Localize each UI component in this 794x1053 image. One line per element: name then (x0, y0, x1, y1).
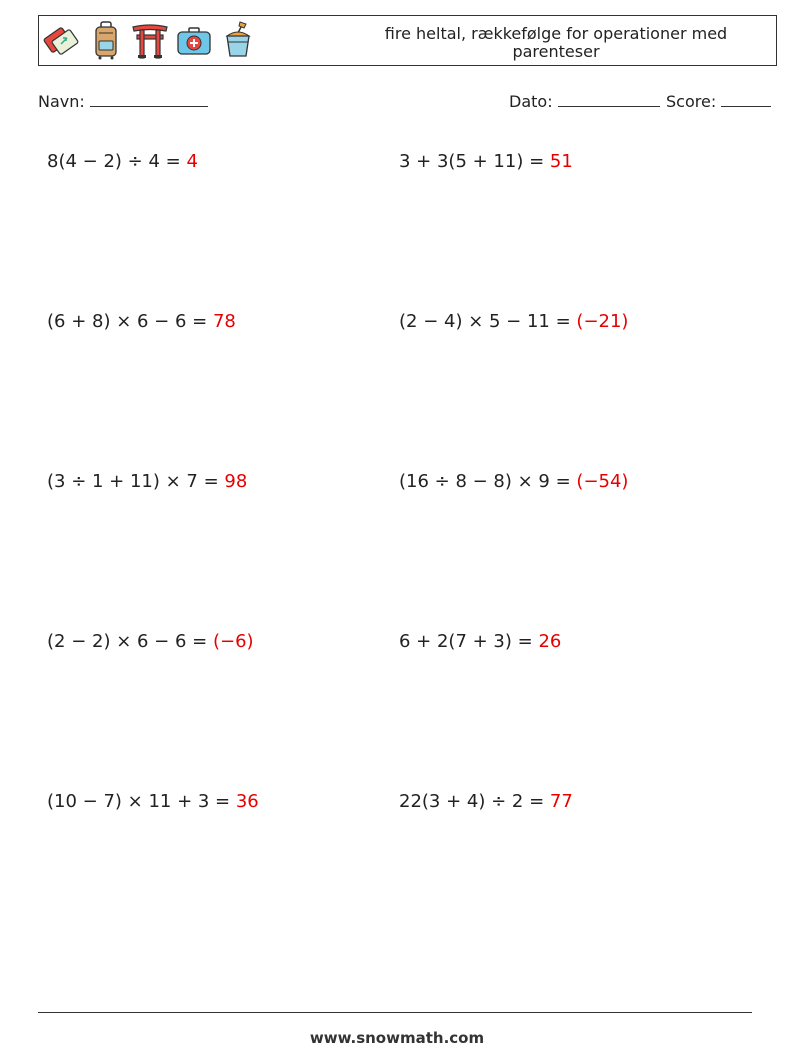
problem-10 (399, 791, 573, 812)
problem-expression: (16 ÷ 8 − 8) × 9 = (399, 471, 577, 492)
problem-answer: (−21) (576, 311, 629, 332)
problem-6 (399, 471, 628, 492)
problem-answer: (−6) (212, 631, 254, 652)
problem-answer: (−54) (576, 471, 629, 492)
problem-answer: 51 (549, 151, 573, 172)
score-blank-line (721, 92, 771, 107)
footer-divider (38, 1012, 752, 1013)
problem-2 (399, 151, 573, 172)
sand-bucket-icon (219, 20, 257, 60)
problem-answer: 98 (224, 471, 248, 492)
problem-answer: 78 (212, 311, 236, 332)
name-label: Navn: (38, 92, 85, 111)
icon-row (43, 20, 257, 60)
problem-expression: (2 − 2) × 6 − 6 = (47, 631, 213, 652)
problem-3 (47, 311, 236, 332)
problem-answer: 26 (538, 631, 562, 652)
date-label: Dato: (509, 92, 553, 111)
problem-expression: (10 − 7) × 11 + 3 = (47, 791, 236, 812)
suitcase-icon (87, 20, 125, 60)
problem-8 (399, 631, 561, 652)
problem-expression: (6 + 8) × 6 − 6 = (47, 311, 213, 332)
problem-9 (47, 791, 259, 812)
problem-7 (47, 631, 254, 652)
footer-url: www.snowmath.com (309, 1029, 485, 1047)
problem-1 (47, 151, 198, 172)
problem-answer: 4 (186, 151, 198, 172)
first-aid-kit-icon (175, 20, 213, 60)
score-field (666, 92, 771, 111)
worksheet-title: fire heltal, rækkefølge for operationer med parenteser (384, 24, 728, 61)
problem-expression: (2 − 4) × 5 − 11 = (399, 311, 577, 332)
tickets-icon (43, 20, 81, 60)
problem-expression: (3 ÷ 1 + 11) × 7 = (47, 471, 225, 492)
date-blank-line (558, 92, 660, 107)
torii-gate-icon (131, 20, 169, 60)
date-field (509, 92, 660, 111)
problem-answer: 36 (235, 791, 259, 812)
problem-expression: 6 + 2(7 + 3) = (399, 631, 539, 652)
problem-expression: 22(3 + 4) ÷ 2 = (399, 791, 550, 812)
score-label: Score: (666, 92, 717, 111)
name-field (38, 92, 208, 111)
problem-4 (399, 311, 628, 332)
problem-answer: 77 (549, 791, 573, 812)
name-blank-line (90, 92, 208, 107)
worksheet-header (38, 15, 777, 66)
problem-expression: 8(4 − 2) ÷ 4 = (47, 151, 187, 172)
problem-expression: 3 + 3(5 + 11) = (399, 151, 550, 172)
problem-5 (47, 471, 247, 492)
